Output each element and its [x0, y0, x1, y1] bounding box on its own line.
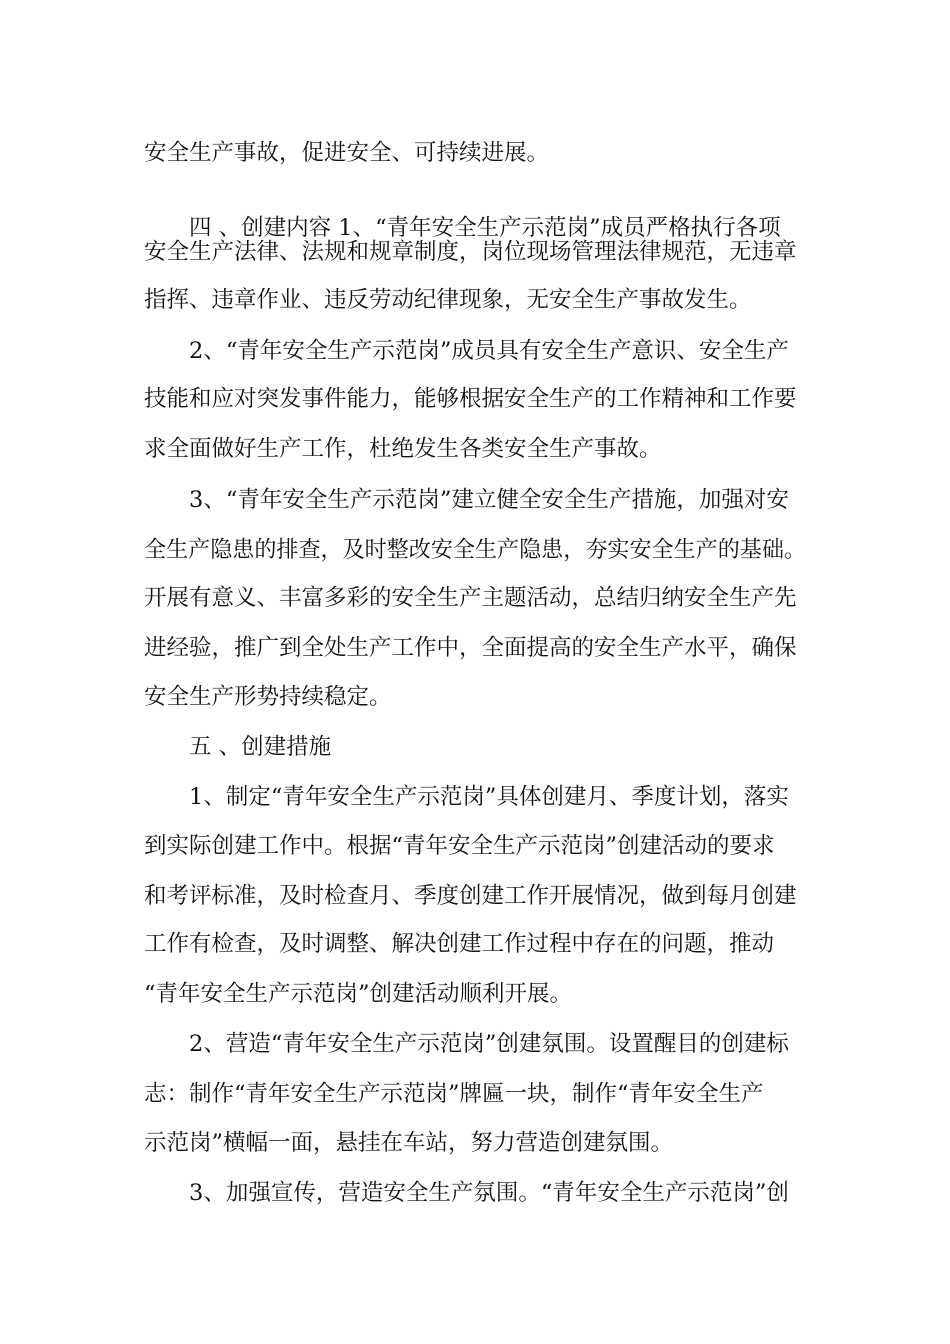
- text-line: 到实际创建工作中。根据“青年安全生产示范岗”创建活动的要求: [144, 833, 775, 859]
- text-line: 进经验，推广到全处生产工作中，全面提高的安全生产水平，确保: [144, 635, 797, 661]
- paragraph-start: 2、营造“青年安全生产示范岗”创建氛围。设置醒目的创建标: [189, 1031, 789, 1057]
- text-line: 安全生产形势持续稳定。: [144, 684, 392, 710]
- text-line: 志：制作“青年安全生产示范岗”牌匾一块，制作“青年安全生产: [144, 1081, 764, 1107]
- text-line: 求全面做好生产工作，杜绝发生各类安全生产事故。: [144, 436, 662, 462]
- text-line: “青年安全生产示范岗”创建活动顺利开展。: [144, 981, 573, 1007]
- paragraph-start: 1、制定“青年安全生产示范岗”具体创建月、季度计划，落实: [189, 784, 789, 810]
- section-heading-5: 五 、创建措施: [189, 734, 332, 760]
- text-line: 技能和应对突发事件能力，能够根据安全生产的工作精神和工作要: [144, 386, 797, 412]
- text-line: 安全生产事故，促进安全、可持续进展。: [144, 140, 550, 166]
- text-line: 安全生产法律、法规和规章制度，岗位现场管理法律规范，无违章: [144, 239, 797, 265]
- paragraph-start: 3、“青年安全生产示范岗”建立健全安全生产措施，加强对安: [189, 487, 789, 513]
- section-heading-4: 四 、创建内容 1、“青年安全生产示范岗”成员严格执行各项: [189, 215, 781, 241]
- text-line: 示范岗”横幅一面，悬挂在车站，努力营造创建氛围。: [144, 1130, 674, 1156]
- text-line: 指挥、违章作业、违反劳动纪律现象，无安全生产事故发生。: [144, 287, 752, 313]
- text-line: 和考评标准，及时检查月、季度创建工作开展情况，做到每月创建: [144, 883, 797, 909]
- text-line: 全生产隐患的排查，及时整改安全生产隐患，夯实安全生产的基础。: [144, 537, 806, 563]
- text-line: 开展有意义、丰富多彩的安全生产主题活动，总结归纳安全生产先: [144, 585, 797, 611]
- text-line: 工作有检查，及时调整、解决创建工作过程中存在的问题，推动: [144, 931, 775, 957]
- paragraph-start: 3、加强宣传，营造安全生产氛围。“青年安全生产示范岗”创: [189, 1180, 789, 1206]
- paragraph-start: 2、“青年安全生产示范岗”成员具有安全生产意识、安全生产: [189, 338, 789, 364]
